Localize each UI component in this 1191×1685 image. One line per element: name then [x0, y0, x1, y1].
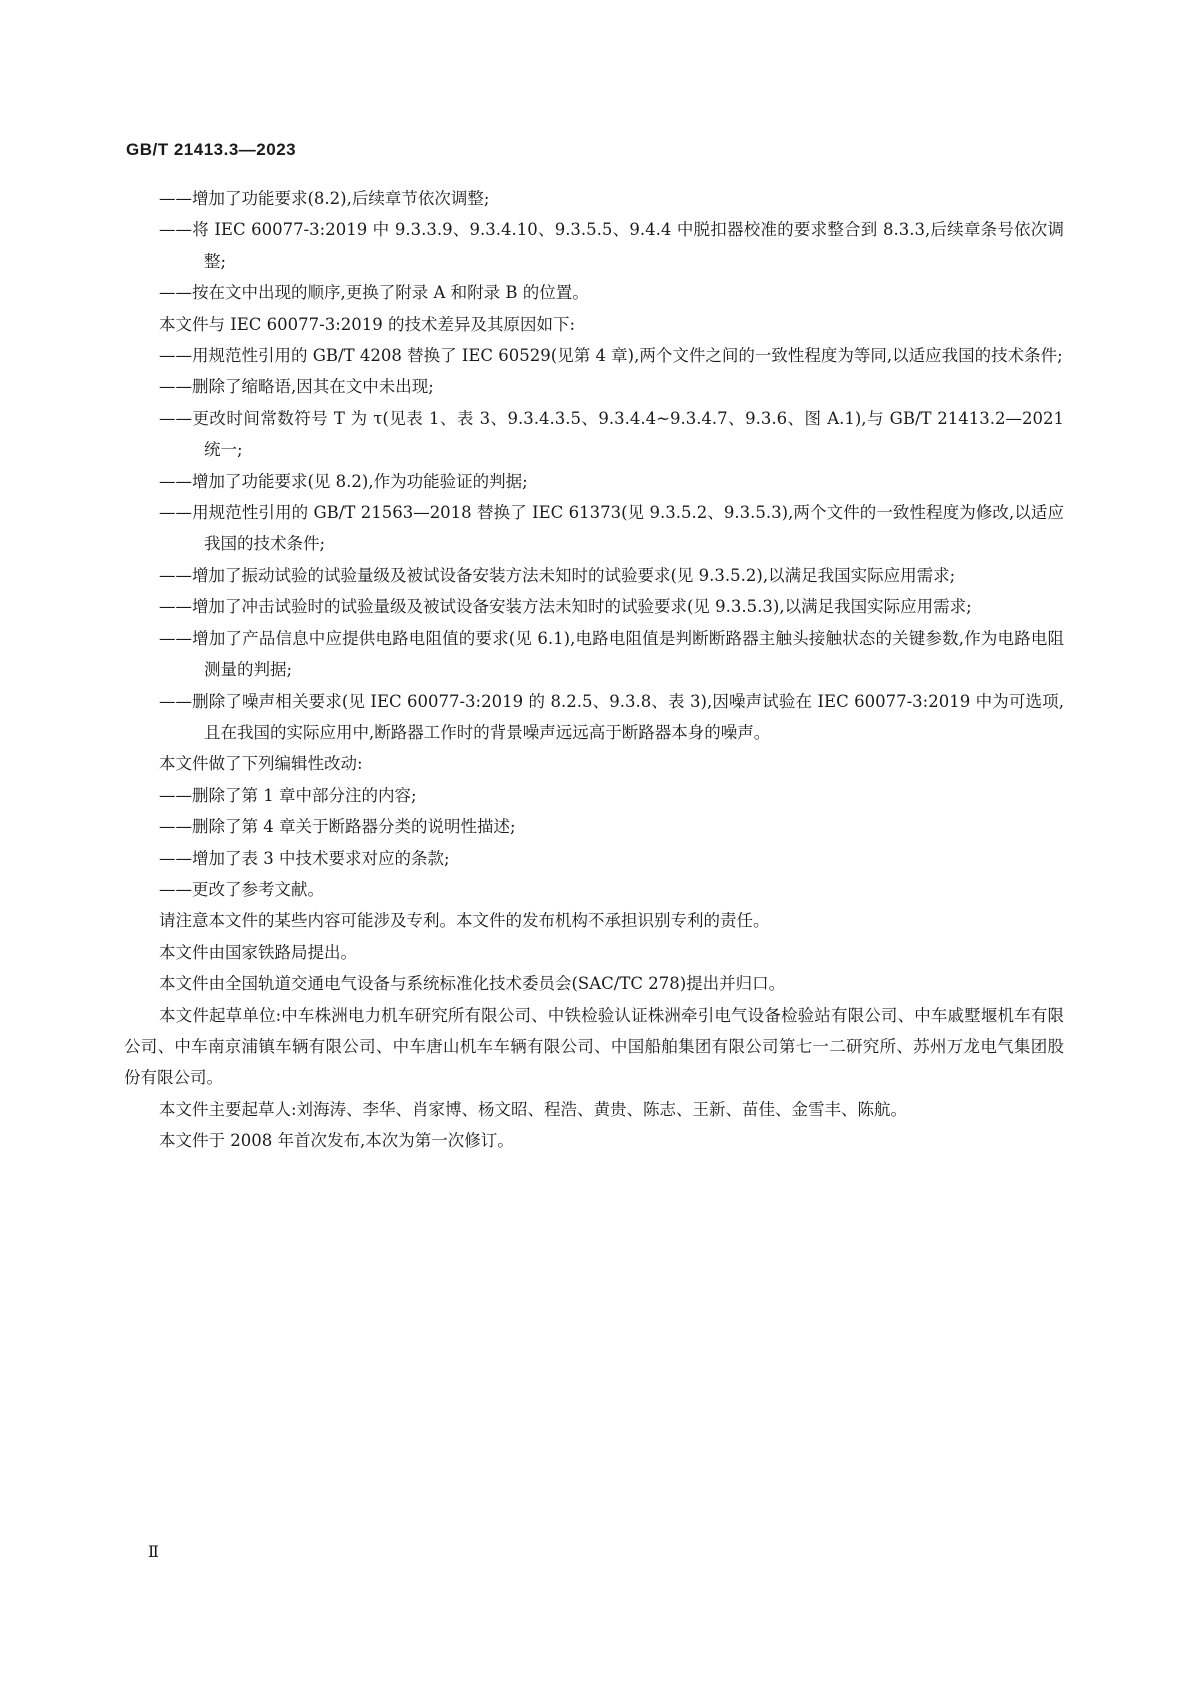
list-item: ——增加了冲击试验时的试验量级及被试设备安装方法未知时的试验要求(见 9.3.5.3),以满足我国实际应用需求; — [159, 597, 972, 617]
list-item: ——用规范性引用的 GB/T 4208 替换了 IEC 60529(见第 4 章),两个文件之间的一致性程度为等同,以适应我国的技术条件; — [159, 346, 1063, 366]
list-item: ——删除了缩略语,因其在文中未出现; — [159, 377, 434, 397]
list-item: ——更改时间常数符号 T 为 τ(见表 1、表 3、9.3.4.3.5、9.3.4.4~9.3.4.7、9.3.6、图 A.1),与 GB/T 21413.2—2021 统一; — [159, 408, 1064, 460]
list-item: ——增加了产品信息中应提供电路电阻值的要求(见 6.1),电路电阻值是判断断路器主触头接触状态的关键参数,作为电路电阻测量的判据; — [159, 628, 1064, 680]
page-number: Ⅱ — [148, 1542, 159, 1561]
list-item: ——更改了参考文献。 — [159, 879, 324, 899]
list-item: ——按在文中出现的顺序,更换了附录 A 和附录 B 的位置。 — [159, 283, 589, 303]
list-item: ——删除了第 1 章中部分注的内容; — [159, 785, 417, 805]
paragraph: 本文件起草单位:中车株洲电力机车研究所有限公司、中铁检验认证株洲牵引电气设备检验站有限公司、中车戚墅堰机车有限公司、中车南京浦镇车辆有限公司、中车唐山机车车辆有限公司、中国船舶集团有限公司第七一二研究所、苏州万龙电气集团股份有限公司。 — [124, 1005, 1064, 1088]
paragraph: 本文件由国家铁路局提出。 — [159, 942, 357, 962]
paragraph: 本文件主要起草人:刘海涛、李华、肖家博、杨文昭、程浩、黄贵、陈志、王新、苗佳、金雪丰、陈航。 — [159, 1099, 908, 1119]
list-item: ——增加了振动试验的试验量级及被试设备安装方法未知时的试验要求(见 9.3.5.2),以满足我国实际应用需求; — [159, 565, 956, 585]
list-item: ——增加了功能要求(见 8.2),作为功能验证的判据; — [159, 471, 528, 491]
list-item: ——将 IEC 60077-3:2019 中 9.3.3.9、9.3.4.10、9.3.5.5、9.4.4 中脱扣器校准的要求整合到 8.3.3,后续章条号依次调整; — [159, 220, 1064, 271]
list-item: ——增加了功能要求(8.2),后续章节依次调整; — [159, 189, 490, 208]
list-item: ——删除了噪声相关要求(见 IEC 60077-3:2019 的 8.2.5、9.3.8、表 3),因噪声试验在 IEC 60077-3:2019 中为可选项,且在我国的实际应用中,断路器工作时的背景噪声远远高于断路器本身的噪声。 — [159, 691, 1064, 742]
paragraph: 本文件做了下列编辑性改动: — [159, 754, 363, 774]
paragraph: 本文件于 2008 年首次发布,本次为第一次修订。 — [159, 1131, 514, 1151]
list-item: ——增加了表 3 中技术要求对应的条款; — [159, 848, 450, 868]
standard-number: GB/T 21413.3—2023 — [126, 140, 297, 159]
paragraph: 请注意本文件的某些内容可能涉及专利。本文件的发布机构不承担识别专利的责任。 — [159, 911, 770, 931]
list-item: ——用规范性引用的 GB/T 21563—2018 替换了 IEC 61373(见 9.3.5.2、9.3.5.3),两个文件的一致性程度为修改,以适应我国的技术条件; — [159, 503, 1064, 554]
list-item: ——删除了第 4 章关于断路器分类的说明性描述; — [159, 817, 516, 837]
paragraph: 本文件由全国轨道交通电气设备与系统标准化技术委员会(SAC/TC 278)提出并归口。 — [159, 974, 786, 994]
foreword-body — [124, 183, 1064, 1157]
paragraph: 本文件与 IEC 60077-3:2019 的技术差异及其原因如下: — [159, 314, 576, 334]
